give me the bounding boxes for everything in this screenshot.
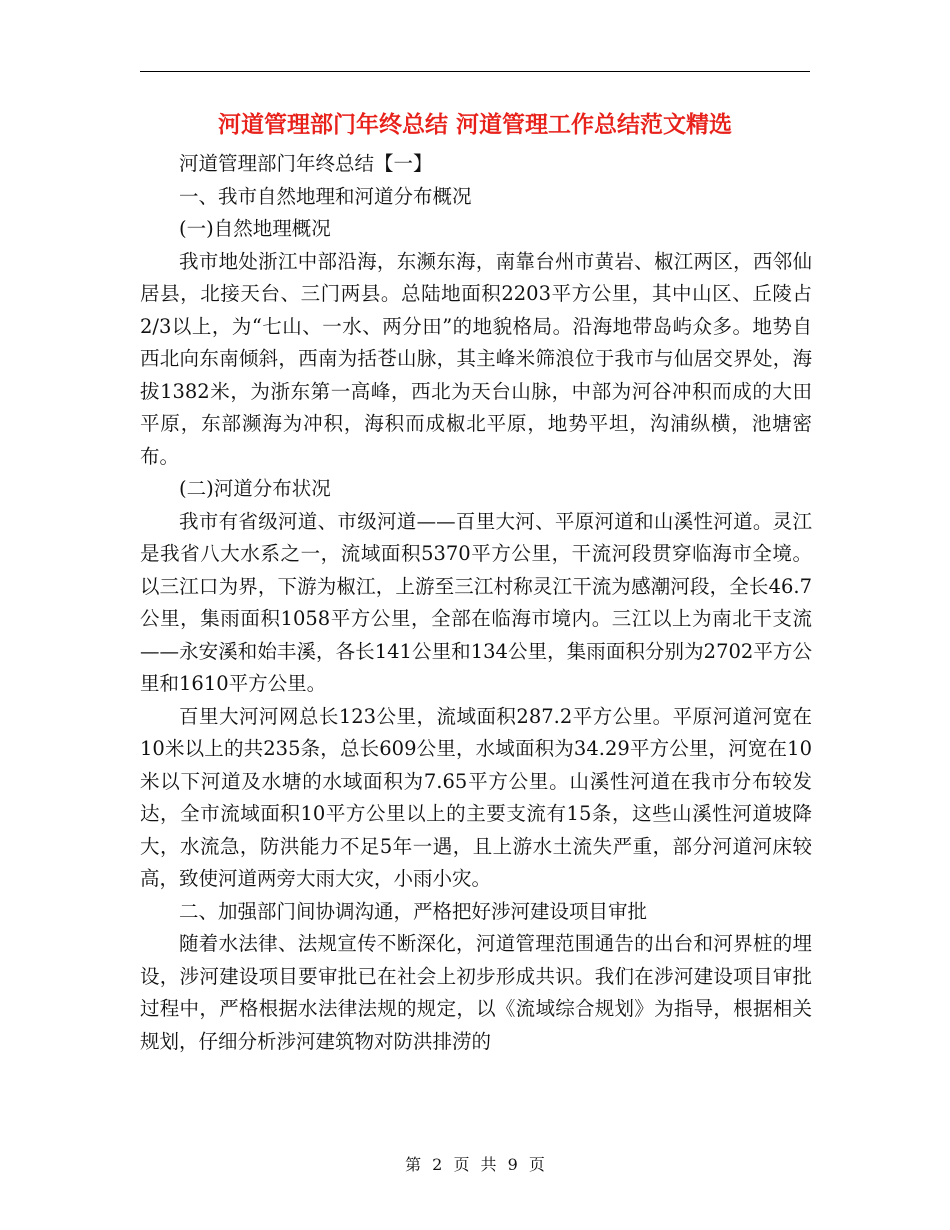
subsection-heading: (一)自然地理概况 [179, 217, 331, 240]
subsection-heading: (二)河道分布状况 [179, 477, 331, 500]
body-paragraph: 我市有省级河道、市级河道——百里大河、平原河道和山溪性河道。灵江是我省八大水系之一，流域面积5370平方公里，干流河段贯穿临海市全境。以三江口为界，下游为椒江，上游至三江村称灵江干流为感潮河段，全长46.7公里，集雨面积1058平方公里，全部在临海市境内。三江以上为南北干支流——永安溪和始丰溪，各长141公里和134公里，集雨面积分别为2702平方公里和1610平方公里。 [140, 509, 812, 695]
section-heading: 河道管理部门年终总结【一】 [179, 152, 433, 175]
section-heading: 一、我市自然地理和河道分布概况 [179, 184, 472, 208]
body-paragraph: 我市地处浙江中部沿海，东濒东海，南靠台州市黄岩、椒江两区，西邻仙居县，北接天台、三门两县。总陆地面积2203平方公里，其中山区、丘陵占2/3以上，为“七山、一水、两分田”的地貌格局。沿海地带岛屿众多。地势自西北向东南倾斜，西南为括苍山脉，其主峰米筛浪位于我市与仙居交界处，海拔1382米，为浙东第一高峰，西北为天台山脉，中部为河谷冲积而成的大田平原，东部濒海为冲积，海积而成椒北平原，地势平坦，沟浦纵横，池塘密布。 [140, 249, 812, 468]
document-title: 河道管理部门年终总结 河道管理工作总结范文精选 [217, 111, 732, 138]
section-heading: 二、加强部门间协调沟通，严格把好涉河建设项目审批 [179, 899, 648, 923]
body-paragraph: 随着水法律、法规宣传不断深化，河道管理范围通告的出台和河界桩的埋设，涉河建设项目要审批已在社会上初步形成共识。我们在涉河建设项目审批过程中，严格根据水法律法规的规定，以《流域综合规划》为指导，根据相关规划，仔细分析涉河建筑物对防洪排涝的 [140, 932, 812, 1053]
page-number: 第 2 页 共 9 页 [405, 1155, 545, 1174]
body-paragraph: 百里大河河网总长123公里，流域面积287.2平方公里。平原河道河宽在10米以上的共235条，总长609公里，水域面积为34.29平方公里，河宽在10米以下河道及水塘的水域面积为7.65平方公里。山溪性河道在我市分布较发达，全市流域面积10平方公里以上的主要支流有15条，这些山溪性河道坡降大，水流急，防洪能力不足5年一遇，且上游水土流失严重，部分河道河床较高，致使河道两旁大雨大灾，小雨小灾。 [140, 704, 812, 890]
header-rule [140, 71, 810, 72]
document-body [140, 148, 812, 1058]
